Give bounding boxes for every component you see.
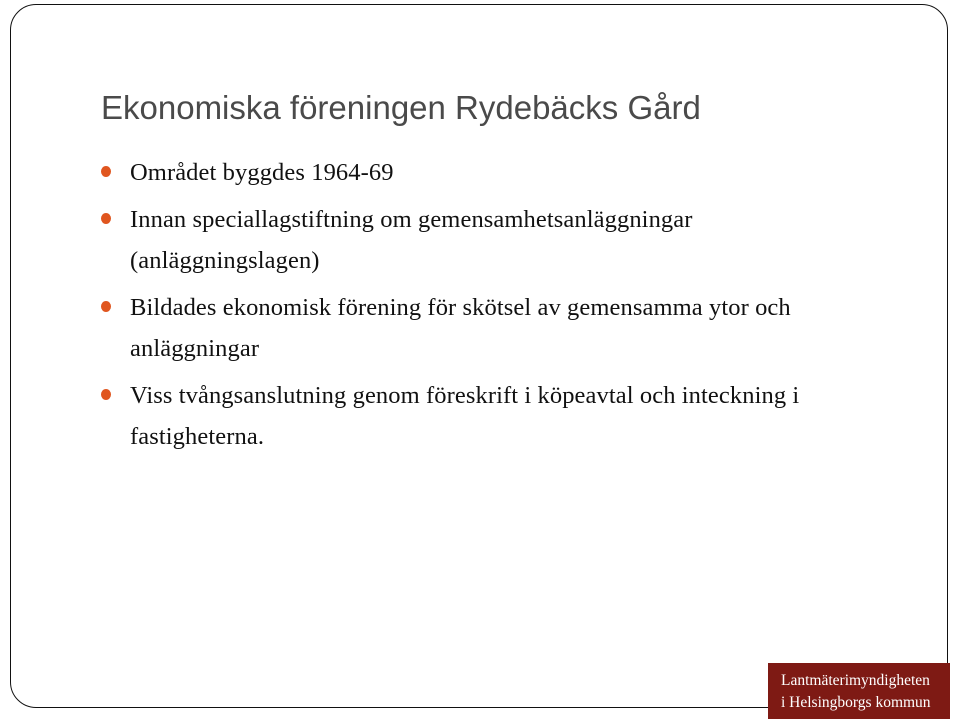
bullet-list	[101, 152, 861, 463]
bullet-item-special-legislation	[101, 199, 861, 281]
footer-line-1: Lantmäterimyndigheten	[781, 672, 930, 689]
bullet-text: Bildades ekonomisk förening för skötsel av gemensamma ytor och anläggningar	[130, 294, 791, 362]
bullet-text: Området byggdes 1964-69	[130, 159, 394, 186]
footer-line-2: i Helsingborgs kommun	[781, 694, 931, 711]
slide-title: Ekonomiska föreningen Rydebäcks Gård	[101, 89, 701, 126]
bullet-text: Viss tvångsanslutning genom föreskrift i köpeavtal och inteckning i fastigheterna.	[130, 382, 800, 450]
bullet-item-association-formed	[101, 287, 861, 369]
bullet-dot-icon	[101, 166, 111, 177]
bullet-text: Innan speciallagstiftning om gemensamhetsanläggningar (anläggningslagen)	[130, 206, 693, 274]
bullet-dot-icon	[101, 213, 111, 224]
bullet-item-area-built	[101, 152, 861, 193]
footer-organization-badge	[768, 663, 950, 719]
bullet-dot-icon	[101, 389, 111, 400]
bullet-item-compulsory-membership	[101, 375, 861, 457]
bullet-dot-icon	[101, 301, 111, 312]
